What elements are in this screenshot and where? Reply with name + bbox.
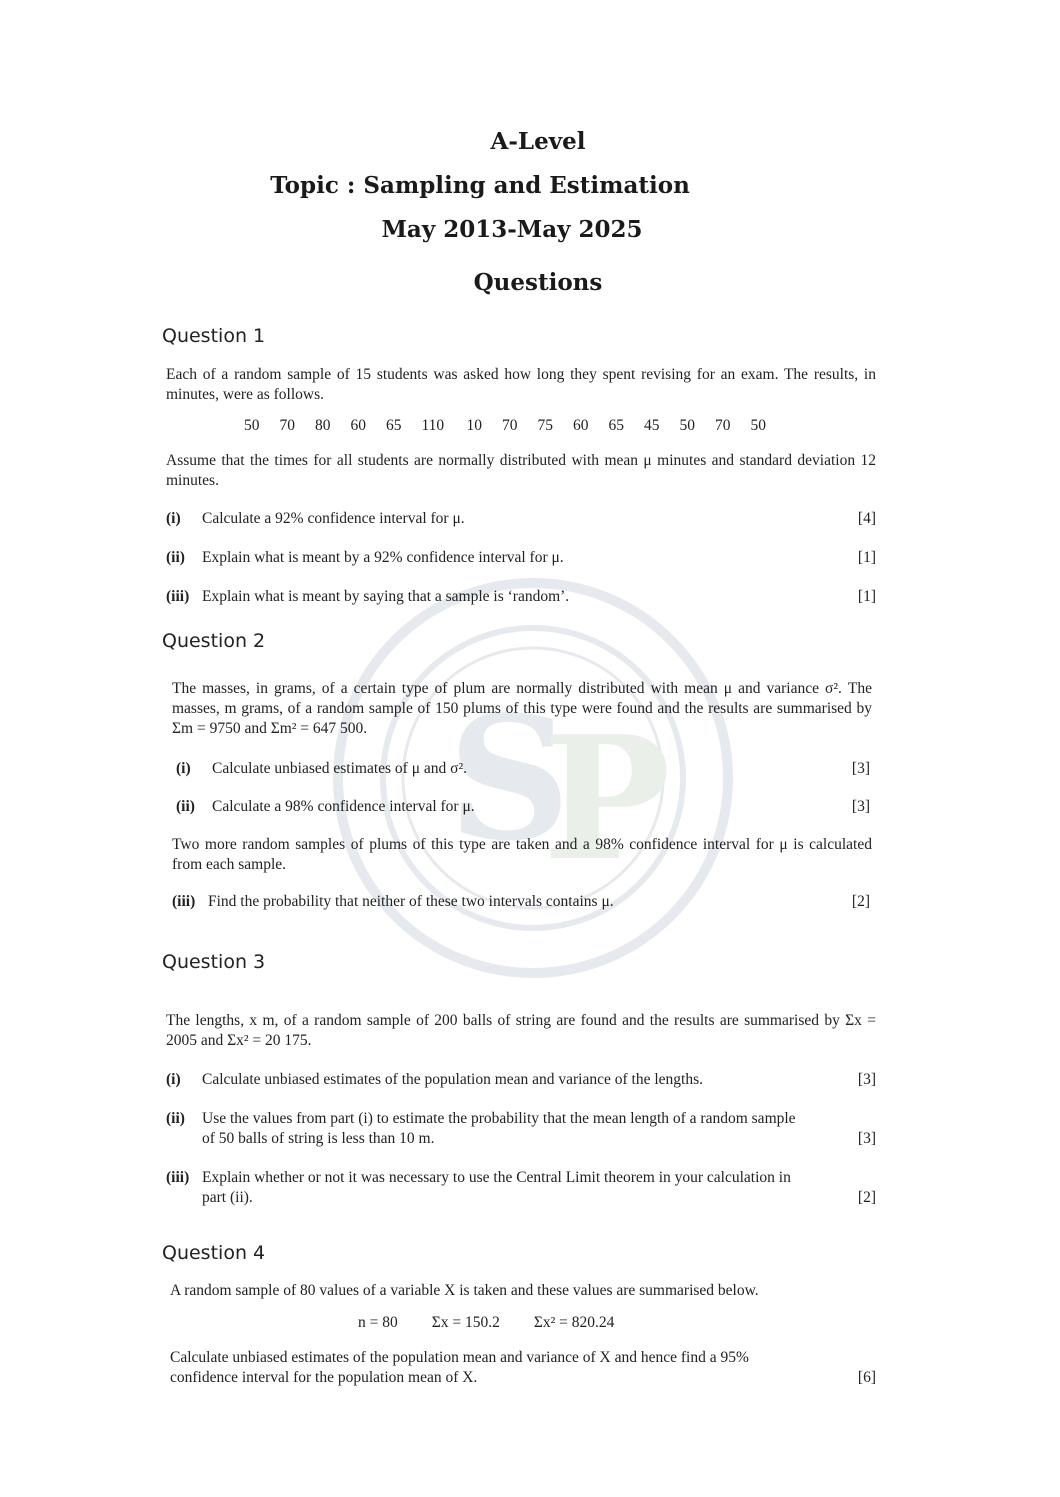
part-marks: [3] [851,798,870,815]
part-marks: [1] [857,588,876,605]
part-number: (ii) [176,798,195,815]
part-marks: [4] [857,510,876,527]
part-text: Calculate a 92% confidence interval for μ. [202,510,465,527]
part-number: (iii) [166,588,190,605]
question-2-part-ii [176,797,870,817]
question-3-part-iii [166,1168,876,1208]
part-number: (i) [166,510,181,527]
data-value: 60 [573,417,589,434]
data-value: 70 [279,417,295,434]
task-line-2: confidence interval for the population mean of X. [170,1369,478,1386]
data-value: 45 [644,417,660,434]
question-2-part-i [176,759,870,779]
part-marks: [3] [857,1071,876,1088]
page-heading-level: A-Level [490,128,586,155]
part-text-line-1: Use the values from part (i) to estimate the probability that the mean length of a random sample [202,1110,796,1127]
question-4-summary [358,1314,614,1332]
part-text: Calculate unbiased estimates of μ and σ². [212,760,468,777]
question-2-middle: Two more random samples of plums of this type are taken and a 98% confidence interval for μ is calculated from each sample. [172,836,872,873]
question-1-assumption: Assume that the times for all students are normally distributed with mean μ minutes and standard deviation 12 minutes. [166,452,876,489]
data-value: 60 [350,417,366,434]
question-1-part-iii [166,587,876,607]
svg-text:S: S [448,679,571,879]
data-value: 10 [466,417,482,434]
part-number: (iii) [172,893,196,910]
part-text-line-1: Explain whether or not it was necessary to use the Central Limit theorem in your calculation in [202,1169,791,1186]
question-3-title: Question 3 [162,951,266,973]
page-heading-section: Questions [473,269,603,296]
part-marks: [2] [857,1189,876,1206]
question-2-title: Question 2 [162,630,266,652]
question-2-part-iii [172,892,870,912]
part-marks: [3] [851,760,870,777]
question-4-title: Question 4 [162,1242,266,1264]
task-line-1: Calculate unbiased estimates of the population mean and variance of X and hence find a 95% [170,1349,749,1366]
data-value: 110 [421,417,445,434]
question-4-task [170,1348,876,1388]
page-heading-topic: Topic : Sampling and Estimation [270,172,690,199]
part-number: (ii) [166,549,185,566]
data-value: 50 [750,417,766,434]
part-text-line-2: part (ii). [202,1189,253,1206]
data-value: 75 [537,417,553,434]
part-marks: [3] [857,1130,876,1147]
data-value: 70 [502,417,518,434]
part-number: (iii) [166,1169,190,1186]
part-number: (i) [166,1071,181,1088]
question-2-intro: The masses, in grams, of a certain type of plum are normally distributed with mean μ and variance σ². The masses, m grams, of a random sample of 150 plums of this type were found and the results are summarised by Σm = 9750 and Σm² = 647 500. [172,680,872,737]
svg-text:P: P [543,699,671,899]
page-heading-period: May 2013-May 2025 [381,216,643,243]
question-3-part-i [166,1070,876,1090]
data-value: 65 [608,417,624,434]
part-text-line-2: of 50 balls of string is less than 10 m. [202,1130,435,1147]
summary-value: Σx = 150.2 [431,1314,500,1331]
part-text: Find the probability that neither of these two intervals contains μ. [208,893,614,910]
part-text: Explain what is meant by a 92% confidence interval for μ. [202,549,564,566]
data-value: 70 [715,417,731,434]
part-text: Explain what is meant by saying that a sample is ‘random’. [202,588,570,605]
part-marks: [1] [857,549,876,566]
data-value: 50 [679,417,695,434]
task-marks: [6] [857,1369,876,1386]
part-number: (i) [176,760,191,777]
part-text: Calculate a 98% confidence interval for μ. [212,798,475,815]
question-4-intro: A random sample of 80 values of a variable X is taken and these values are summarised below. [170,1282,759,1299]
data-value: 50 [244,417,260,434]
question-3-part-ii [166,1109,876,1149]
summary-value: n = 80 [358,1314,398,1331]
data-value: 80 [315,417,331,434]
question-3-intro: The lengths, x m, of a random sample of 200 balls of string are found and the results are summarised by Σx = 2005 and Σx² = 20 175. [166,1012,876,1049]
question-1-part-ii [166,548,876,568]
question-1-intro: Each of a random sample of 15 students was asked how long they spent revising for an exam. The results, in minutes, were as follows. [166,366,876,403]
part-marks: [2] [851,893,870,910]
question-1-title: Question 1 [162,325,266,347]
question-1-data [244,417,786,435]
summary-value: Σx² = 820.24 [533,1314,615,1331]
part-text: Calculate unbiased estimates of the population mean and variance of the lengths. [202,1071,704,1088]
part-number: (ii) [166,1110,185,1127]
data-value: 65 [386,417,402,434]
question-1-part-i [166,509,876,529]
